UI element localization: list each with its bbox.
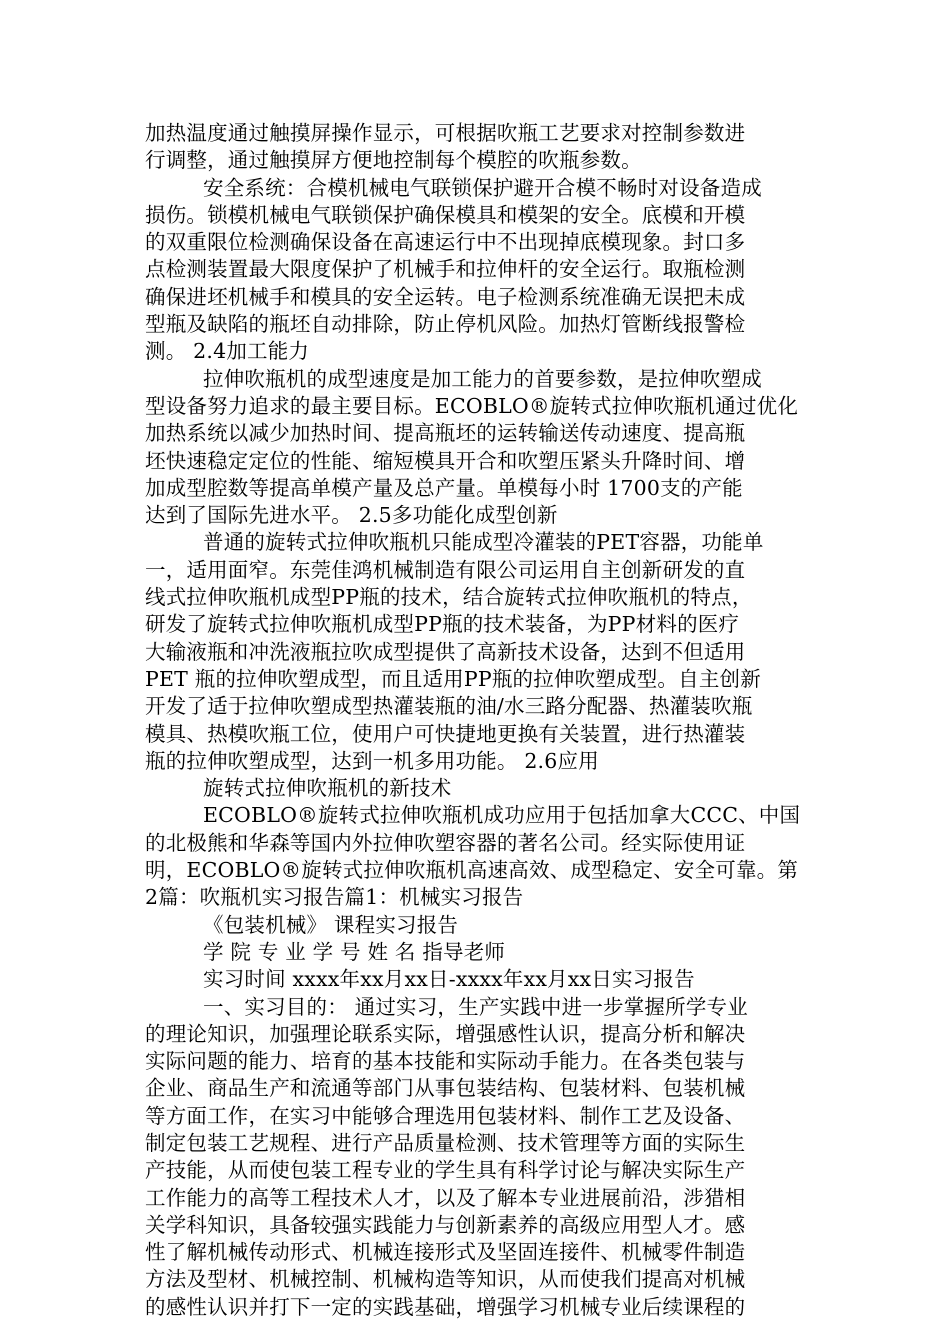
text-line: 普通的旋转式拉伸吹瓶机只能成型冷灌装的PET容器，功能单 [203, 530, 764, 555]
text-line: 损伤。锁模机械电气联锁保护确保模具和模架的安全。底模和开模 [145, 202, 746, 227]
text-line: 线式拉伸吹瓶机成型PP瓶的技术，结合旋转式拉伸吹瓶机的特点， [145, 585, 753, 610]
text-line: 2篇：吹瓶机实习报告篇1：机械实习报告 [145, 885, 524, 910]
text-line: 型设备努力追求的最主要目标。ECOBLO®旋转式拉伸吹瓶机通过优化 [145, 393, 799, 418]
text-line: 确保进坯机械手和模具的安全运转。电子检测系统准确无误把未成 [145, 284, 746, 309]
text-line: 模具、热模吹瓶工位，使用户可快捷地更换有关装置，进行热灌装 [145, 721, 746, 746]
text-line: 加热系统以减少加热时间、提高瓶坯的运转输送传动速度、提高瓶 [145, 421, 746, 446]
text-line: 明，ECOBLO®旋转式拉伸吹瓶机高速高效、成型稳定、安全可靠。第 [145, 858, 799, 883]
text-line: 测。 2.4加工能力 [145, 339, 310, 364]
text-line: 加成型腔数等提高单模产量及总产量。单模每小时 1700支的产能 [145, 475, 743, 500]
text-line: 关学科知识，具备较强实践能力与创新素养的高级应用型人才。感 [145, 1212, 746, 1237]
text-line: 拉伸吹瓶机的成型速度是加工能力的首要参数，是拉伸吹塑成 [203, 366, 762, 391]
text-line: 旋转式拉伸吹瓶机的新技术 [203, 776, 452, 801]
text-line: 《包装机械》 课程实习报告 [203, 912, 459, 937]
text-line: PET 瓶的拉伸吹塑成型，而且适用PP瓶的拉伸吹塑成型。自主创新 [145, 666, 761, 691]
text-line: 企业、商品生产和流通等部门从事包装结构、包装材料、包装机械 [145, 1076, 746, 1101]
text-line: 的理论知识，加强理论联系实际，增强感性认识，提高分析和解决 [145, 1021, 746, 1046]
text-line: 瓶的拉伸吹塑成型，达到一机多用功能。 2.6应用 [145, 748, 599, 773]
text-line: 达到了国际先进水平。 2.5多功能化成型创新 [145, 503, 558, 528]
text-line: 学 院 专 业 学 号 姓 名 指导老师 [203, 939, 506, 964]
text-line: 安全系统：合模机械电气联锁保护避开合模不畅时对设备造成 [203, 175, 762, 200]
text-line: 加热温度通过触摸屏操作显示，可根据吹瓶工艺要求对控制参数进 [145, 121, 746, 145]
text-line: 一、实习目的： 通过实习，生产实践中进一步掌握所学专业 [203, 994, 748, 1019]
document-body [145, 120, 817, 1321]
text-line: 制定包装工艺规程、进行产品质量检测、技术管理等方面的实际生 [145, 1130, 746, 1155]
text-line: 点检测装置最大限度保护了机械手和拉伸杆的安全运行。取瓶检测 [145, 257, 746, 282]
text-line: 方法及型材、机械控制、机械构造等知识，从而使我们提高对机械 [145, 1267, 746, 1292]
text-line: 行调整，通过触摸屏方便地控制每个模腔的吹瓶参数。 [145, 148, 642, 173]
text-line: 坯快速稳定定位的性能、缩短模具开合和吹塑压紧头升降时间、增 [145, 448, 746, 473]
text-line: 实习时间 xxxx年xx月xx日-xxxx年xx月xx日实习报告 [203, 967, 695, 992]
text-line: 的双重限位检测确保设备在高速运行中不出现掉底模现象。封口多 [145, 230, 746, 255]
text-line: 开发了适于拉伸吹塑成型热灌装瓶的油/水三路分配器、热灌装吹瓶 [145, 694, 753, 719]
text-line: 大输液瓶和冲洗液瓶拉吹成型提供了高新技术设备，达到不但适用 [145, 639, 746, 664]
text-line: 的北极熊和华森等国内外拉伸吹塑容器的著名公司。经实际使用证 [145, 830, 746, 855]
text-line: 的感性认识并打下一定的实践基础，增强学习机械专业后续课程的 [145, 1294, 746, 1319]
text-line: 一，适用面窄。东莞佳鸿机械制造有限公司运用自主创新研发的直 [145, 557, 746, 582]
text-line: 实际问题的能力、培育的基本技能和实际动手能力。在各类包装与 [145, 1049, 746, 1074]
text-line: 产技能，从而使包装工程专业的学生具有科学讨论与解决实际生产 [145, 1158, 746, 1183]
text-line: 性了解机械传动形式、机械连接形式及坚固连接件、机械零件制造 [145, 1240, 746, 1265]
text-line: 型瓶及缺陷的瓶坯自动排除，防止停机风险。加热灯管断线报警检 [145, 312, 746, 337]
text-line: 工作能力的高等工程技术人才，以及了解本专业进展前沿，涉猎相 [145, 1185, 746, 1210]
text-line: ECOBLO®旋转式拉伸吹瓶机成功应用于包括加拿大CCC、中国 [203, 803, 801, 828]
text-line: 等方面工作，在实习中能够合理选用包装材料、制作工艺及设备、 [145, 1103, 746, 1128]
text-line: 研发了旋转式拉伸吹瓶机成型PP瓶的技术装备，为PP材料的医疗 [145, 612, 740, 637]
